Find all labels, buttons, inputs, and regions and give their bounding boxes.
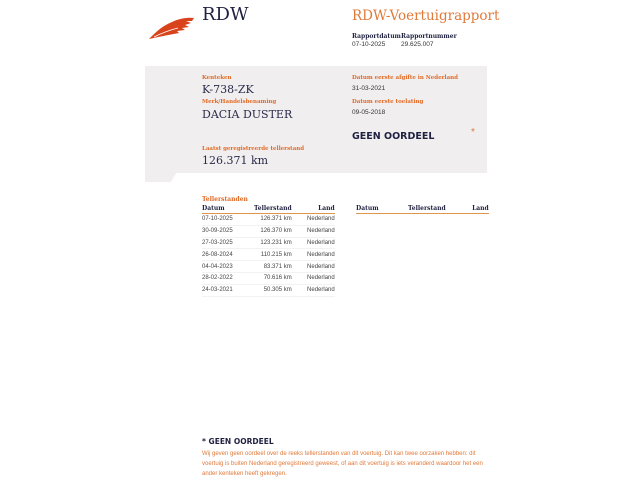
report-date-value: 07-10-2025 <box>352 41 386 48</box>
brand-name: RDW <box>202 4 249 25</box>
plate-label: Kenteken <box>202 75 232 81</box>
cell-date: 27-03-2025 <box>202 237 254 249</box>
readings-title: Tellerstanden <box>202 196 248 203</box>
first-admission-value: 09-05-2018 <box>352 109 386 116</box>
rdw-feather-logo-icon <box>148 14 196 40</box>
col-country: Land <box>446 205 489 214</box>
table-row <box>202 214 335 226</box>
cell-date: 24-03-2021 <box>202 284 254 296</box>
cell-reading: 83.371 km <box>254 261 292 273</box>
make-label: Merk/Handelsbenaming <box>202 99 277 105</box>
cell-date: 04-04-2023 <box>202 261 254 273</box>
cell-country: Nederland <box>292 272 335 284</box>
readings-table-right <box>356 205 489 214</box>
make-value: DACIA DUSTER <box>202 108 293 121</box>
col-reading: Tellerstand <box>254 205 292 212</box>
cell-reading: 126.370 km <box>254 225 292 237</box>
table-row <box>202 261 335 273</box>
report-title: RDW-Voertuigrapport <box>352 8 500 24</box>
cell-reading: 123.231 km <box>254 237 292 249</box>
summary-panel-tail <box>145 172 177 182</box>
col-date: Datum <box>202 205 254 214</box>
cell-country: Nederland <box>292 261 335 273</box>
col-reading: Tellerstand <box>408 205 446 212</box>
cell-country: Nederland <box>292 284 335 296</box>
odometer-value: 126.371 km <box>202 154 269 167</box>
cell-date: 30-09-2025 <box>202 225 254 237</box>
cell-country: Nederland <box>292 249 335 261</box>
cell-country: Nederland <box>292 214 335 226</box>
cell-reading: 50.305 km <box>254 284 292 296</box>
cell-date: 26-08-2024 <box>202 249 254 261</box>
verdict: GEEN OORDEEL <box>352 131 435 142</box>
report-date-label: Rapportdatum <box>352 33 401 40</box>
table-row <box>202 249 335 261</box>
summary-panel <box>145 66 487 173</box>
cell-country: Nederland <box>292 225 335 237</box>
cell-reading: 70.616 km <box>254 272 292 284</box>
first-admission-label: Datum eerste toelating <box>352 99 424 105</box>
plate-value: K-738-ZK <box>202 83 254 96</box>
readings-table-left <box>202 205 335 297</box>
table-row <box>202 284 335 296</box>
odometer-label: Laatst geregistreerde tellerstand <box>202 146 305 152</box>
cell-country: Nederland <box>292 237 335 249</box>
report-number-value: 29.625.007 <box>401 41 434 48</box>
cell-date: 07-10-2025 <box>202 214 254 226</box>
first-nl-label: Datum eerste afgifte in Nederland <box>352 75 459 81</box>
cell-reading: 126.371 km <box>254 214 292 226</box>
report-number-label: Rapportnummer <box>401 33 457 40</box>
col-country: Land <box>292 205 335 214</box>
table-row <box>202 272 335 284</box>
verdict-footnote-marker: * <box>471 127 475 138</box>
footnote-title: * GEEN OORDEEL <box>202 437 274 446</box>
table-row <box>202 237 335 249</box>
footnote-text: Wij geven geen oordeel over de reeks tellerstanden van dit voertuig. Dit kan twee oorzaken hebben: dit voertuig is buiten Nederland geregistreerd geweest, of aan dit voertuig is iets veranderd waardoor het een ander kenteken heeft gekregen. <box>202 451 483 477</box>
cell-date: 28-02-2022 <box>202 272 254 284</box>
table-row <box>202 225 335 237</box>
first-nl-value: 31-03-2021 <box>352 85 386 92</box>
cell-reading: 110.215 km <box>254 249 292 261</box>
col-date: Datum <box>356 205 408 214</box>
